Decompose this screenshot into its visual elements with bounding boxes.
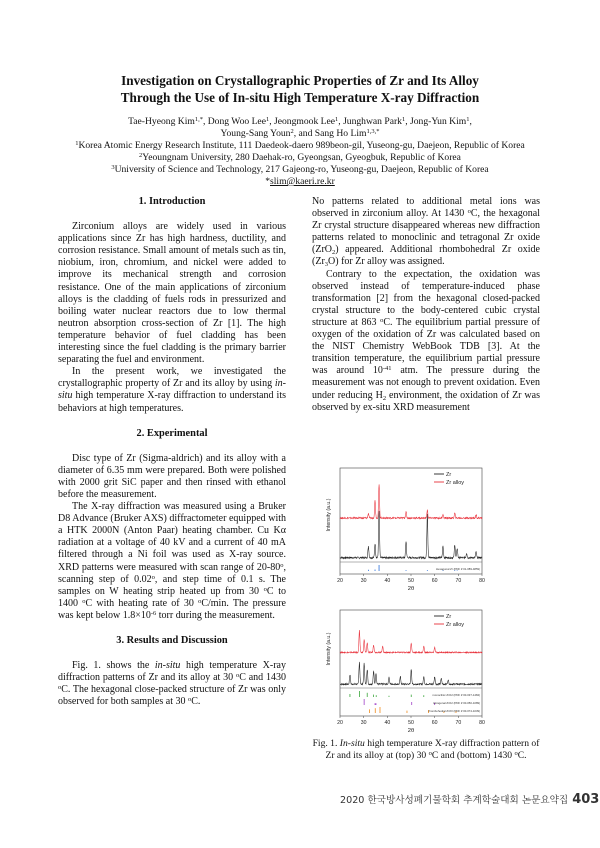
- figure-caption: [310, 738, 542, 762]
- reference-label: tetragonal ZrO2 (PDF # 00-050-1089): [433, 701, 480, 705]
- text-run: No patterns related to additional metal ions was observed in zirconium alloy. At 1430: [312, 196, 540, 220]
- text-run: high temperature X-ray diffraction pattern of Zr and its alloy at (top) 30: [325, 738, 540, 761]
- text-run: , scanning step of 0.02: [58, 561, 286, 585]
- text-run: C.: [191, 696, 201, 708]
- degree-sup: o: [151, 573, 155, 581]
- intro-paragraph-1: Zirconium alloys are widely used in various applications since Zr has high hardness, ductility, and corrosion resistance. Small amount of metals such as tin, niobium, iron, chromium, and nickel were added to improve its mechanical strength and corrosion resistance. One of the main applications of zirconium alloys is the cladding of fuels rods in pressurized and boiling water nuclear reactors due to low thermal neutron absorption cross-section of Zr [1]. The high temperature behavior of fuel cladding has been interesting since the fuel cladding is the primary barrier separating the fuel and environment.: [58, 221, 286, 366]
- text-run: torr during the measurement.: [156, 609, 275, 621]
- author-block: [40, 116, 560, 188]
- section-heading-experimental: 2. Experimental: [136, 427, 208, 439]
- x-axis-label: 2θ: [407, 586, 415, 592]
- text-run: O) for Zr alloy was assigned.: [328, 256, 445, 268]
- affiliation-3: [40, 164, 560, 176]
- degree-sup: o: [82, 597, 86, 605]
- experimental-paragraph-1: Disc type of Zr (Sigma-aldrich) and its alloy with a diameter of 6.35 mm were prepared. Both were polished with 2000 grit SiC paper and then rinsed with ethanol before the measurement.: [58, 452, 286, 500]
- reference-label: Hexagonal Zr (PDF # 01-089-4859): [436, 567, 480, 571]
- x-tick-label: 50: [408, 720, 414, 726]
- x-tick-label: 80: [479, 720, 485, 726]
- text-run: environment, the oxidation of Zr was observed by ex-situ XRD measurement: [312, 389, 540, 413]
- degree-sup: o: [187, 696, 192, 704]
- text-run: C and 1430: [239, 672, 286, 684]
- degree-sup: o: [467, 208, 471, 216]
- degree-sup: o: [58, 684, 62, 692]
- x-tick-label: 60: [431, 720, 438, 726]
- degree-sup: o: [514, 750, 518, 757]
- x-tick-label: 50: [408, 578, 414, 584]
- text-run: atm. The pressure during the measurement was not enough to prevent oxidation. Even under reducing H: [312, 365, 540, 401]
- exponent-sup: -41: [382, 365, 392, 373]
- degree-sup: o: [428, 750, 432, 757]
- x-tick-label: 70: [455, 720, 462, 726]
- author-sup: 2: [290, 128, 294, 135]
- email-link[interactable]: slim@kaeri.re.kr: [270, 176, 335, 187]
- legend-label: Zr: [446, 472, 452, 479]
- series-line-zr-alloy: [340, 630, 482, 653]
- author-sup: 1: [265, 116, 270, 123]
- degree-sup: o: [280, 561, 284, 569]
- emphasis-text: in-situ: [58, 378, 286, 402]
- subscript: 2: [332, 249, 336, 257]
- x-tick-label: 30: [360, 720, 367, 726]
- text-run: Contrary to the expectation, the oxidation was observed instead of temperature-induced phase transformation [2] from the hexagonal closed-packed crystal structure to the body-centered cubic crystal structure at 863: [312, 268, 540, 328]
- page-number: 403: [572, 792, 600, 807]
- affiliation-text: University of Science and Technology, 217 Gajeong-ro, Yuseong-gu, Daejeon, Republic of Korea: [114, 164, 489, 175]
- reference-label: rhombohedral Zr3O (PDF # 00-074-1039): [428, 709, 480, 713]
- xrd-chart-top: [322, 462, 492, 592]
- author-line-1: [40, 116, 560, 128]
- affiliation-2: [40, 152, 560, 164]
- author-name: , Jeongmook Lee: [269, 116, 336, 127]
- degree-sup: o: [263, 585, 267, 593]
- legend-label: Zr: [446, 614, 452, 621]
- emphasis-text: in-situ: [154, 660, 181, 672]
- right-paragraph-2: [312, 269, 540, 414]
- y-axis-label: Intensity (a.u.): [326, 632, 332, 666]
- right-column: [312, 196, 540, 414]
- x-tick-label: 60: [431, 578, 438, 584]
- x-tick-label: 40: [384, 578, 391, 584]
- subscript: 2: [382, 394, 387, 402]
- author-name: Young-Sang Youn: [220, 128, 291, 139]
- reference-label: monoclinic ZrO2 (PDF # 00-037-1484): [432, 693, 480, 697]
- proceedings-name: 2020 한국방사성폐기물학회 추계학술대회 논문요약집: [340, 795, 569, 806]
- degree-sup: o: [198, 597, 202, 605]
- legend-label: Zr alloy: [446, 622, 465, 629]
- caption-label: Fig. 1.: [312, 738, 338, 749]
- text-run: , and step time of 0.1 s. The samples on W heating strip heated up from 30: [58, 573, 286, 597]
- x-tick-label: 80: [479, 578, 485, 584]
- degree-sup: o: [235, 672, 240, 680]
- affiliation-1: [40, 140, 560, 152]
- y-axis-label: Intensity (a.u.): [326, 498, 332, 532]
- title-line-1: Investigation on Crystallographic Properties of Zr and Its Alloy: [121, 73, 479, 88]
- x-tick-label: 40: [384, 720, 391, 726]
- affiliation-text: Korea Atomic Energy Research Institute, 111 Daedeok-daero 989beon-gil, Yuseong-gu, Daejeon, Republic of Korea: [78, 140, 525, 151]
- text-run: C, the hexagonal Zr crystal structure disappeared whereas new diffraction patterns related to monoclinic and tetragonal Zr oxide (ZrO: [312, 208, 540, 256]
- x-tick-label: 20: [337, 720, 343, 726]
- legend-label: Zr alloy: [446, 480, 465, 487]
- page-footer: [340, 792, 600, 807]
- affiliation-sup: 3: [111, 164, 115, 171]
- author-line-2: [40, 128, 560, 140]
- section-heading-results: 3. Results and Discussion: [116, 635, 228, 646]
- author-name: , and Sang Ho Lim: [293, 128, 367, 139]
- paper-title: [60, 72, 540, 106]
- text-run: C.: [517, 750, 527, 761]
- title-line-2: Through the Use of In-situ High Temperature X-ray Diffraction: [120, 90, 480, 105]
- results-paragraph-1: [58, 660, 286, 708]
- series-line-zr: [340, 662, 482, 685]
- right-paragraph-1: [312, 196, 540, 269]
- text-run: Fig. 1. shows the: [72, 660, 155, 672]
- text-run: C to 1400: [58, 585, 286, 609]
- series-line-zr-alloy: [340, 484, 482, 518]
- text-run: C/min. The pressure was kept below 1.8×10: [58, 597, 286, 621]
- experimental-paragraph-2: [58, 501, 286, 622]
- xrd-chart-bottom: [322, 604, 492, 734]
- author-name: , Jong-Yun Kim: [405, 116, 467, 127]
- subscript: 3: [324, 261, 329, 269]
- exponent-sup: -6: [150, 609, 157, 617]
- text-run: high temperature X-ray diffraction to understand its behaviors at high temperatures.: [58, 390, 286, 414]
- email-prefix: *: [265, 176, 270, 187]
- left-column: [58, 196, 286, 708]
- text-run: C. The equilibrium partial pressure of oxygen of the oxidation of Zr was calculated based on the NIST Chemistry WebBook TDB [3]. At the transition temperature, the equilibrium partial pressure was around 10: [312, 316, 541, 377]
- author-sup: 1: [335, 116, 339, 123]
- author-sup: 1: [466, 116, 470, 123]
- text-run: C. The hexagonal close-packed structure of Zr was only observed for both samples at 30: [58, 684, 286, 708]
- degree-sup: o: [380, 316, 384, 324]
- text-run: ) appeared. Additional rhombohedral Zr oxide (Zr: [312, 244, 540, 268]
- x-axis-label: 2θ: [407, 728, 415, 734]
- text-run: C and (bottom) 1430: [431, 750, 515, 761]
- x-tick-label: 20: [337, 578, 343, 584]
- affiliation-sup: 2: [139, 152, 143, 159]
- author-name: Tae-Hyeong Kim: [128, 116, 195, 127]
- x-tick-label: 70: [455, 578, 462, 584]
- email-line: [40, 176, 560, 188]
- section-heading-introduction: 1. Introduction: [138, 196, 206, 207]
- author-name: , Dong Woo Lee: [202, 116, 266, 127]
- text-run: In the present work, we investigated the crystallographic property of Zr and its alloy by using: [58, 366, 286, 390]
- author-name: , Junghwan Park: [338, 116, 402, 127]
- intro-paragraph-2: [58, 366, 286, 414]
- author-sup: 1,3,*: [366, 128, 380, 135]
- text-run: high temperature X-ray diffraction patterns of Zr and its alloy at 30: [58, 660, 286, 684]
- text-run: The X-ray diffraction was measured using a Bruker D8 Advance (Bruker AXS) diffractometer equipped with a HTK 2000N (Anton Paar) heating chamber. Cu Kα radiation at a voltage of 40 kV and a current of 40 mA filtered through a Ni foil was used as X-ray source. XRD patterns were measured with scan range of 20-80: [58, 501, 286, 573]
- author-sup: 1,*: [194, 116, 203, 123]
- text-run: C with heating rate of 30: [85, 597, 199, 609]
- affiliation-sup: 1: [75, 140, 79, 147]
- author-separator: ,: [469, 116, 472, 127]
- affiliation-text: Yeoungnam University, 280 Daehak-ro, Gyeongsan, Gyeogbuk, Republic of Korea: [142, 152, 461, 163]
- author-sup: 1: [401, 116, 406, 123]
- x-tick-label: 30: [360, 578, 367, 584]
- emphasis-text: In-situ: [339, 738, 365, 749]
